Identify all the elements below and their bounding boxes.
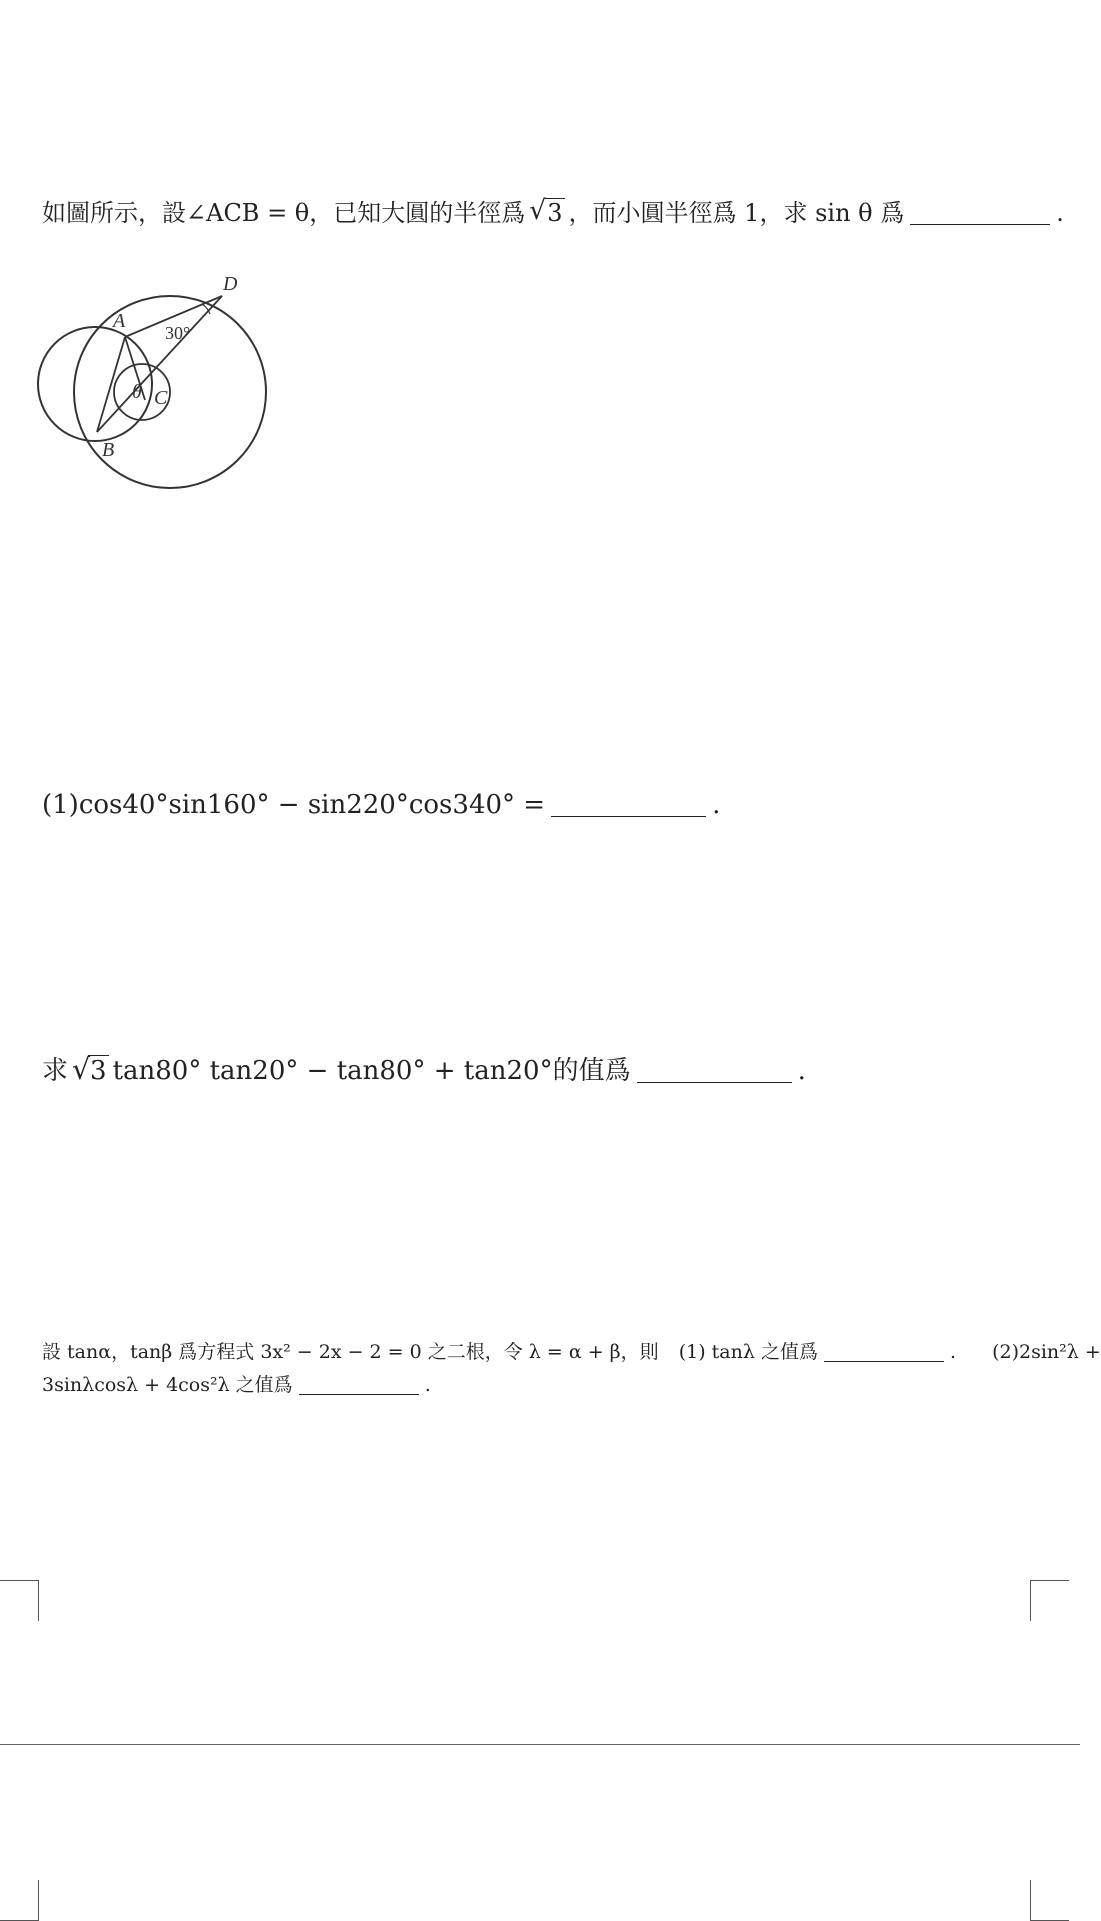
label-theta: θ: [132, 381, 142, 403]
geometry-figure: [32, 262, 312, 492]
crop-mark-top-left: [0, 1580, 39, 1621]
question-4-part-2: 3sinλcosλ + 4cos²λ 之值爲: [42, 1374, 293, 1396]
label-d: D: [223, 273, 238, 295]
question-1-radicand: 3: [547, 199, 563, 227]
page-divider: [0, 1744, 1080, 1745]
crop-mark-top-right: [1030, 1580, 1069, 1621]
answer-blank-3[interactable]: [637, 1056, 792, 1083]
question-4-line-2: [42, 1370, 431, 1397]
question-3-end: .: [797, 1056, 806, 1086]
question-1-suffix: ，而小圓半徑爲 1，求 sin θ 爲: [568, 199, 905, 227]
question-4-part-2-start: (2)2sin²λ +: [992, 1341, 1101, 1363]
label-30-degrees: 30°: [165, 323, 191, 343]
question-4-part-1: (1) tanλ 之值爲: [678, 1341, 818, 1363]
question-1-end: .: [1056, 199, 1064, 227]
question-2: [42, 790, 720, 820]
crop-mark-bottom-left: [0, 1880, 39, 1921]
answer-blank-2[interactable]: [551, 790, 706, 817]
label-c: C: [154, 387, 168, 409]
answer-blank-4a[interactable]: [824, 1342, 944, 1362]
question-4-part-1-end: .: [949, 1341, 957, 1363]
sqrt-symbol-2: √ 3: [72, 1052, 107, 1086]
question-4-part-2-end: .: [424, 1374, 431, 1396]
question-3: [42, 1050, 806, 1087]
question-2-text: (1)cos40°sin160° − sin220°cos340° =: [42, 790, 546, 820]
sqrt-symbol: √ 3: [529, 195, 563, 227]
crop-mark-bottom-right: [1030, 1880, 1069, 1921]
question-2-end: .: [712, 790, 721, 820]
question-3-prefix: 求: [42, 1056, 69, 1086]
question-3-radicand: 3: [90, 1056, 107, 1086]
question-1: [42, 193, 1064, 228]
answer-blank-1[interactable]: [910, 200, 1050, 225]
label-a: A: [113, 310, 126, 332]
question-1-prefix: 如圖所示，設∠ACB = θ，已知大圓的半徑爲: [42, 199, 526, 227]
question-3-suffix: tan80° tan20° − tan80° + tan20°的值爲: [112, 1056, 631, 1086]
question-4-setup: 設 tanα，tanβ 爲方程式 3x² − 2x − 2 = 0 之二根，令 λ = α + β，則: [42, 1341, 659, 1363]
question-4-line-1: [42, 1337, 1101, 1364]
answer-blank-4b[interactable]: [299, 1375, 419, 1395]
label-b: B: [102, 439, 115, 461]
